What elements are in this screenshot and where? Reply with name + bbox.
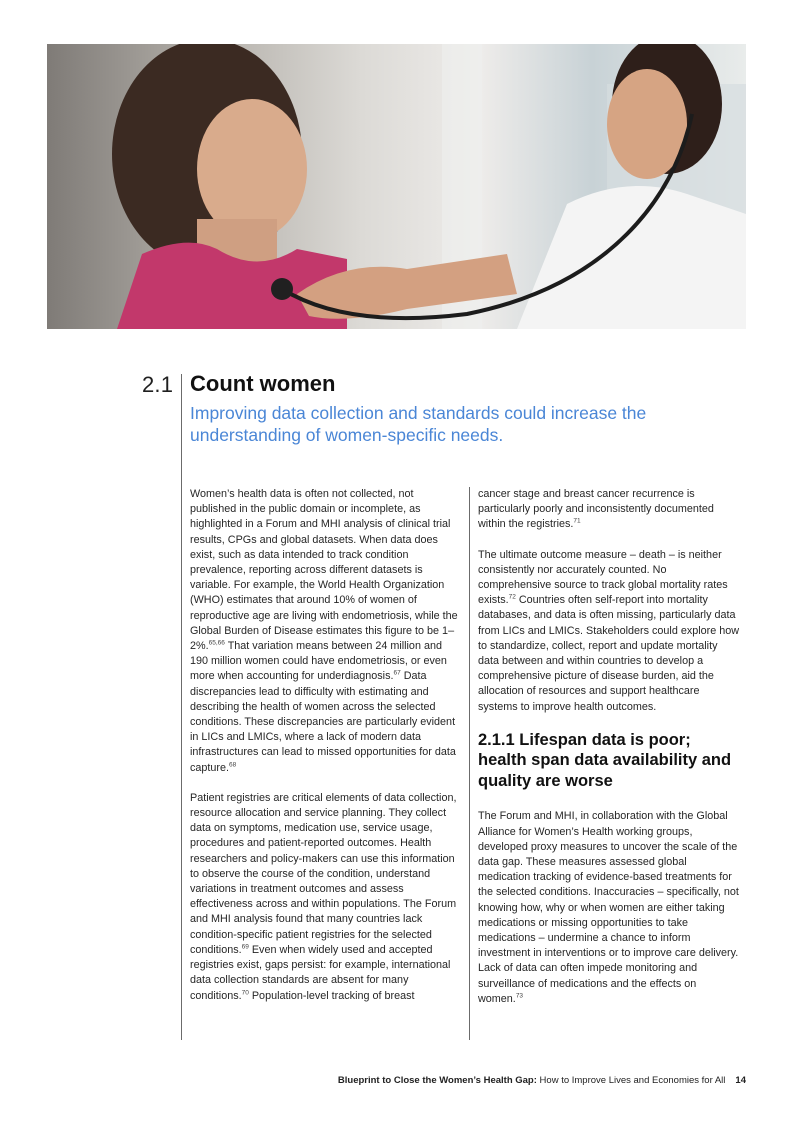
hero-photo-doctor-examining-girl [47, 44, 746, 329]
footnote-ref: 71 [573, 517, 581, 525]
footnote-ref: 72 [508, 593, 516, 601]
paragraph-text: Countries often self-report into mortality databases, and data is often missing, particularly data from LICs and LMICs. Stakeholders could explore how to standardize, collect, report and update mortality data between and within countries to develop a comprehensive picture of disease burden, aid the allocation of resources and support healthcare systems to improve health outcomes. [478, 594, 740, 713]
page-footer [338, 1075, 746, 1086]
paragraph-text: The Forum and MHI, in collaboration with the Global Alliance for Women’s Health working groups, developed proxy measures to uncover the scale of the data gap. These measures assessed global medication tracking of evidence-based treatments for the selected conditions. Inaccuracies – specifically, not knowing how, why or when women are either taking medications or missing opportunities to take medications – undermine a chance to inform investment in interventions or to improve care delivery. Lack of data can often impede monitoring and surveillance of medications and the effects on women. [478, 810, 739, 1005]
section-title: Count women [190, 371, 336, 396]
paragraph [478, 487, 740, 533]
section-subtitle: Improving data collection and standards could increase the understanding of women-specific needs. [190, 403, 647, 445]
footnote-ref: 67 [393, 669, 401, 677]
footer-title-rest: How to Improve Lives and Economies for All [536, 1075, 726, 1086]
column-divider [469, 487, 470, 1040]
paragraph-text: cancer stage and breast cancer recurrence is particularly poorly and inconsistently documented within the registries. [478, 488, 714, 531]
footnote-ref: 70 [241, 988, 249, 996]
paragraph-text: Data discrepancies lead to difficulty with estimating and describing the health of women across the selected conditions. These discrepancies are particularly evident in LICs and LMICs, where a lack of modern data infrastructures can lead to missed opportunities for data capture. [190, 670, 456, 774]
page-number: 14 [735, 1075, 746, 1086]
paragraph [190, 487, 462, 776]
paragraph-text: Women’s health data is often not collected, not published in the public domain or incomplete, as highlighted in a Forum and MHI analysis of clinical trial results, CPGs and global datasets. When data does exist, such as data intended to track condition prevalence, reporting across different datasets is variable. For example, the World Health Organization (WHO) estimates that around 10% of women of reproductive age are living with endometriosis, while the Global Burden of Disease estimates this figure to be 1–2%. [190, 488, 458, 653]
section-divider [181, 374, 182, 1040]
section-number: 2.1 [142, 372, 174, 397]
photo-illustration [47, 44, 746, 329]
footer-title-bold: Blueprint to Close the Women’s Health Gap: [337, 1075, 537, 1086]
right-column [478, 487, 740, 1022]
footnote-ref: 68 [229, 761, 237, 769]
subsection-heading: 2.1.1 Lifespan data is poor; health span data availability and quality are worse [478, 730, 732, 790]
paragraph-text: Patient registries are critical elements of data collection, resource allocation and service planning. They collect data on symptoms, medication use, service usage, procedures and patient-reported outcomes. Health researchers and policy-makers can use this information to observe the course of the condition, understand variations in treatment outcomes and assess effectiveness across and within populations. The Forum and MHI analysis found that many countries lack condition-specific patient registries for the selected conditions. [190, 791, 457, 956]
footnote-ref: 65,66 [208, 639, 225, 647]
paragraph [478, 809, 740, 1007]
paragraph [190, 791, 462, 1004]
left-column [190, 487, 462, 1019]
paragraph-text: The ultimate outcome measure – death – is neither consistently nor accurately counted. No comprehensive source to track global mortality rates exists. [478, 548, 728, 607]
footnote-ref: 73 [515, 992, 524, 1000]
paragraph-text: Population-level tracking of breast [248, 989, 415, 1002]
paragraph-text: Even when widely used and accepted registries exist, gaps persist: for example, international data collection standards are absent for many conditions. [190, 943, 451, 1002]
paragraph-text: That variation means between 24 million and 190 million women could have endometriosis, or even more when accounting for underdiagnosis. [190, 640, 447, 683]
footnote-ref: 69 [241, 943, 249, 951]
paragraph [478, 548, 740, 715]
